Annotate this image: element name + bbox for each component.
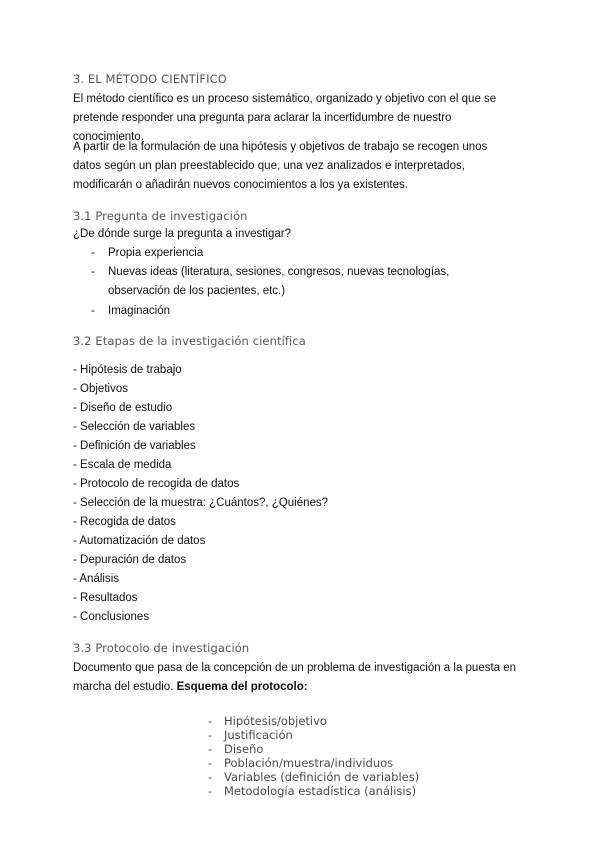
- list-item: [73, 263, 518, 301]
- stage-item: - Análisis: [73, 573, 120, 585]
- stage-item: - Conclusiones: [73, 611, 150, 623]
- list-bullet: -: [91, 305, 95, 317]
- list-item: [73, 302, 518, 321]
- stage-item: - Escala de medida: [73, 459, 172, 471]
- research-question: ¿De dónde surge la pregunta a investigar?: [73, 228, 292, 240]
- protocol-description: Documento que pasa de la concepción de un problema de investigación a la puesta en marcha del estudio.: [73, 662, 517, 693]
- section-3-paragraph-2: A partir de la formulación de una hipótesis y objetivos de trabajo se recogen unos datos según un plan preestablecido que, una vez analizados e interpretados, modificarán o añadirán nuevos conocimientos a los ya existentes.: [73, 141, 488, 191]
- section-3-3-heading: 3.3 Protocolo de investigación: [73, 641, 250, 655]
- scheme-item: - Metodología estadística (análisis): [208, 784, 417, 798]
- scheme-item: - Variables (definición de variables): [208, 770, 420, 784]
- stage-item: - Automatización de datos: [73, 535, 206, 547]
- section-3-2-heading: 3.2 Etapas de la investigación científica: [73, 334, 306, 348]
- stage-item: - Objetivos: [73, 383, 128, 395]
- list-item-text: Propia experiencia: [108, 247, 204, 259]
- stage-item: - Definición de variables: [73, 440, 196, 452]
- scheme-item: - Diseño: [208, 742, 264, 756]
- scheme-item: - Justificación: [208, 728, 293, 742]
- scheme-item: - Hipótesis/objetivo: [208, 714, 327, 728]
- stage-item: - Selección de variables: [73, 421, 196, 433]
- stage-item: - Resultados: [73, 592, 138, 604]
- list-item-text: Nuevas ideas (literatura, sesiones, congresos, nuevas tecnologías, observación de los pacientes, etc.): [108, 266, 450, 297]
- stage-item: - Recogida de datos: [73, 516, 176, 528]
- stage-item: - Selección de la muestra: ¿Cuántos?, ¿Quiénes?: [73, 497, 329, 509]
- stage-item: - Depuración de datos: [73, 554, 187, 566]
- protocol-paragraph: [73, 659, 518, 697]
- list-bullet: -: [91, 247, 95, 259]
- stage-item: - Diseño de estudio: [73, 402, 173, 414]
- stage-item: - Protocolo de recogida de datos: [73, 478, 240, 490]
- section-3-heading: 3. EL MÉTODO CIENTÍFICO: [73, 72, 227, 86]
- protocol-scheme-label: Esquema del protocolo:: [176, 681, 308, 693]
- section-3-paragraph-1: El método científico es un proceso sistemático, organizado y objetivo con el que se pretende responder una pregunta para aclarar la incertidumbre de nuestro conocimiento.: [73, 93, 497, 143]
- list-item: [73, 244, 518, 263]
- stage-item: - Hipótesis de trabajo: [73, 364, 182, 376]
- list-item-text: Imaginación: [108, 305, 171, 317]
- section-3-1-heading: 3.1 Pregunta de investigación: [73, 209, 248, 223]
- list-bullet: -: [91, 266, 95, 278]
- scheme-item: - Población/muestra/individuos: [208, 756, 394, 770]
